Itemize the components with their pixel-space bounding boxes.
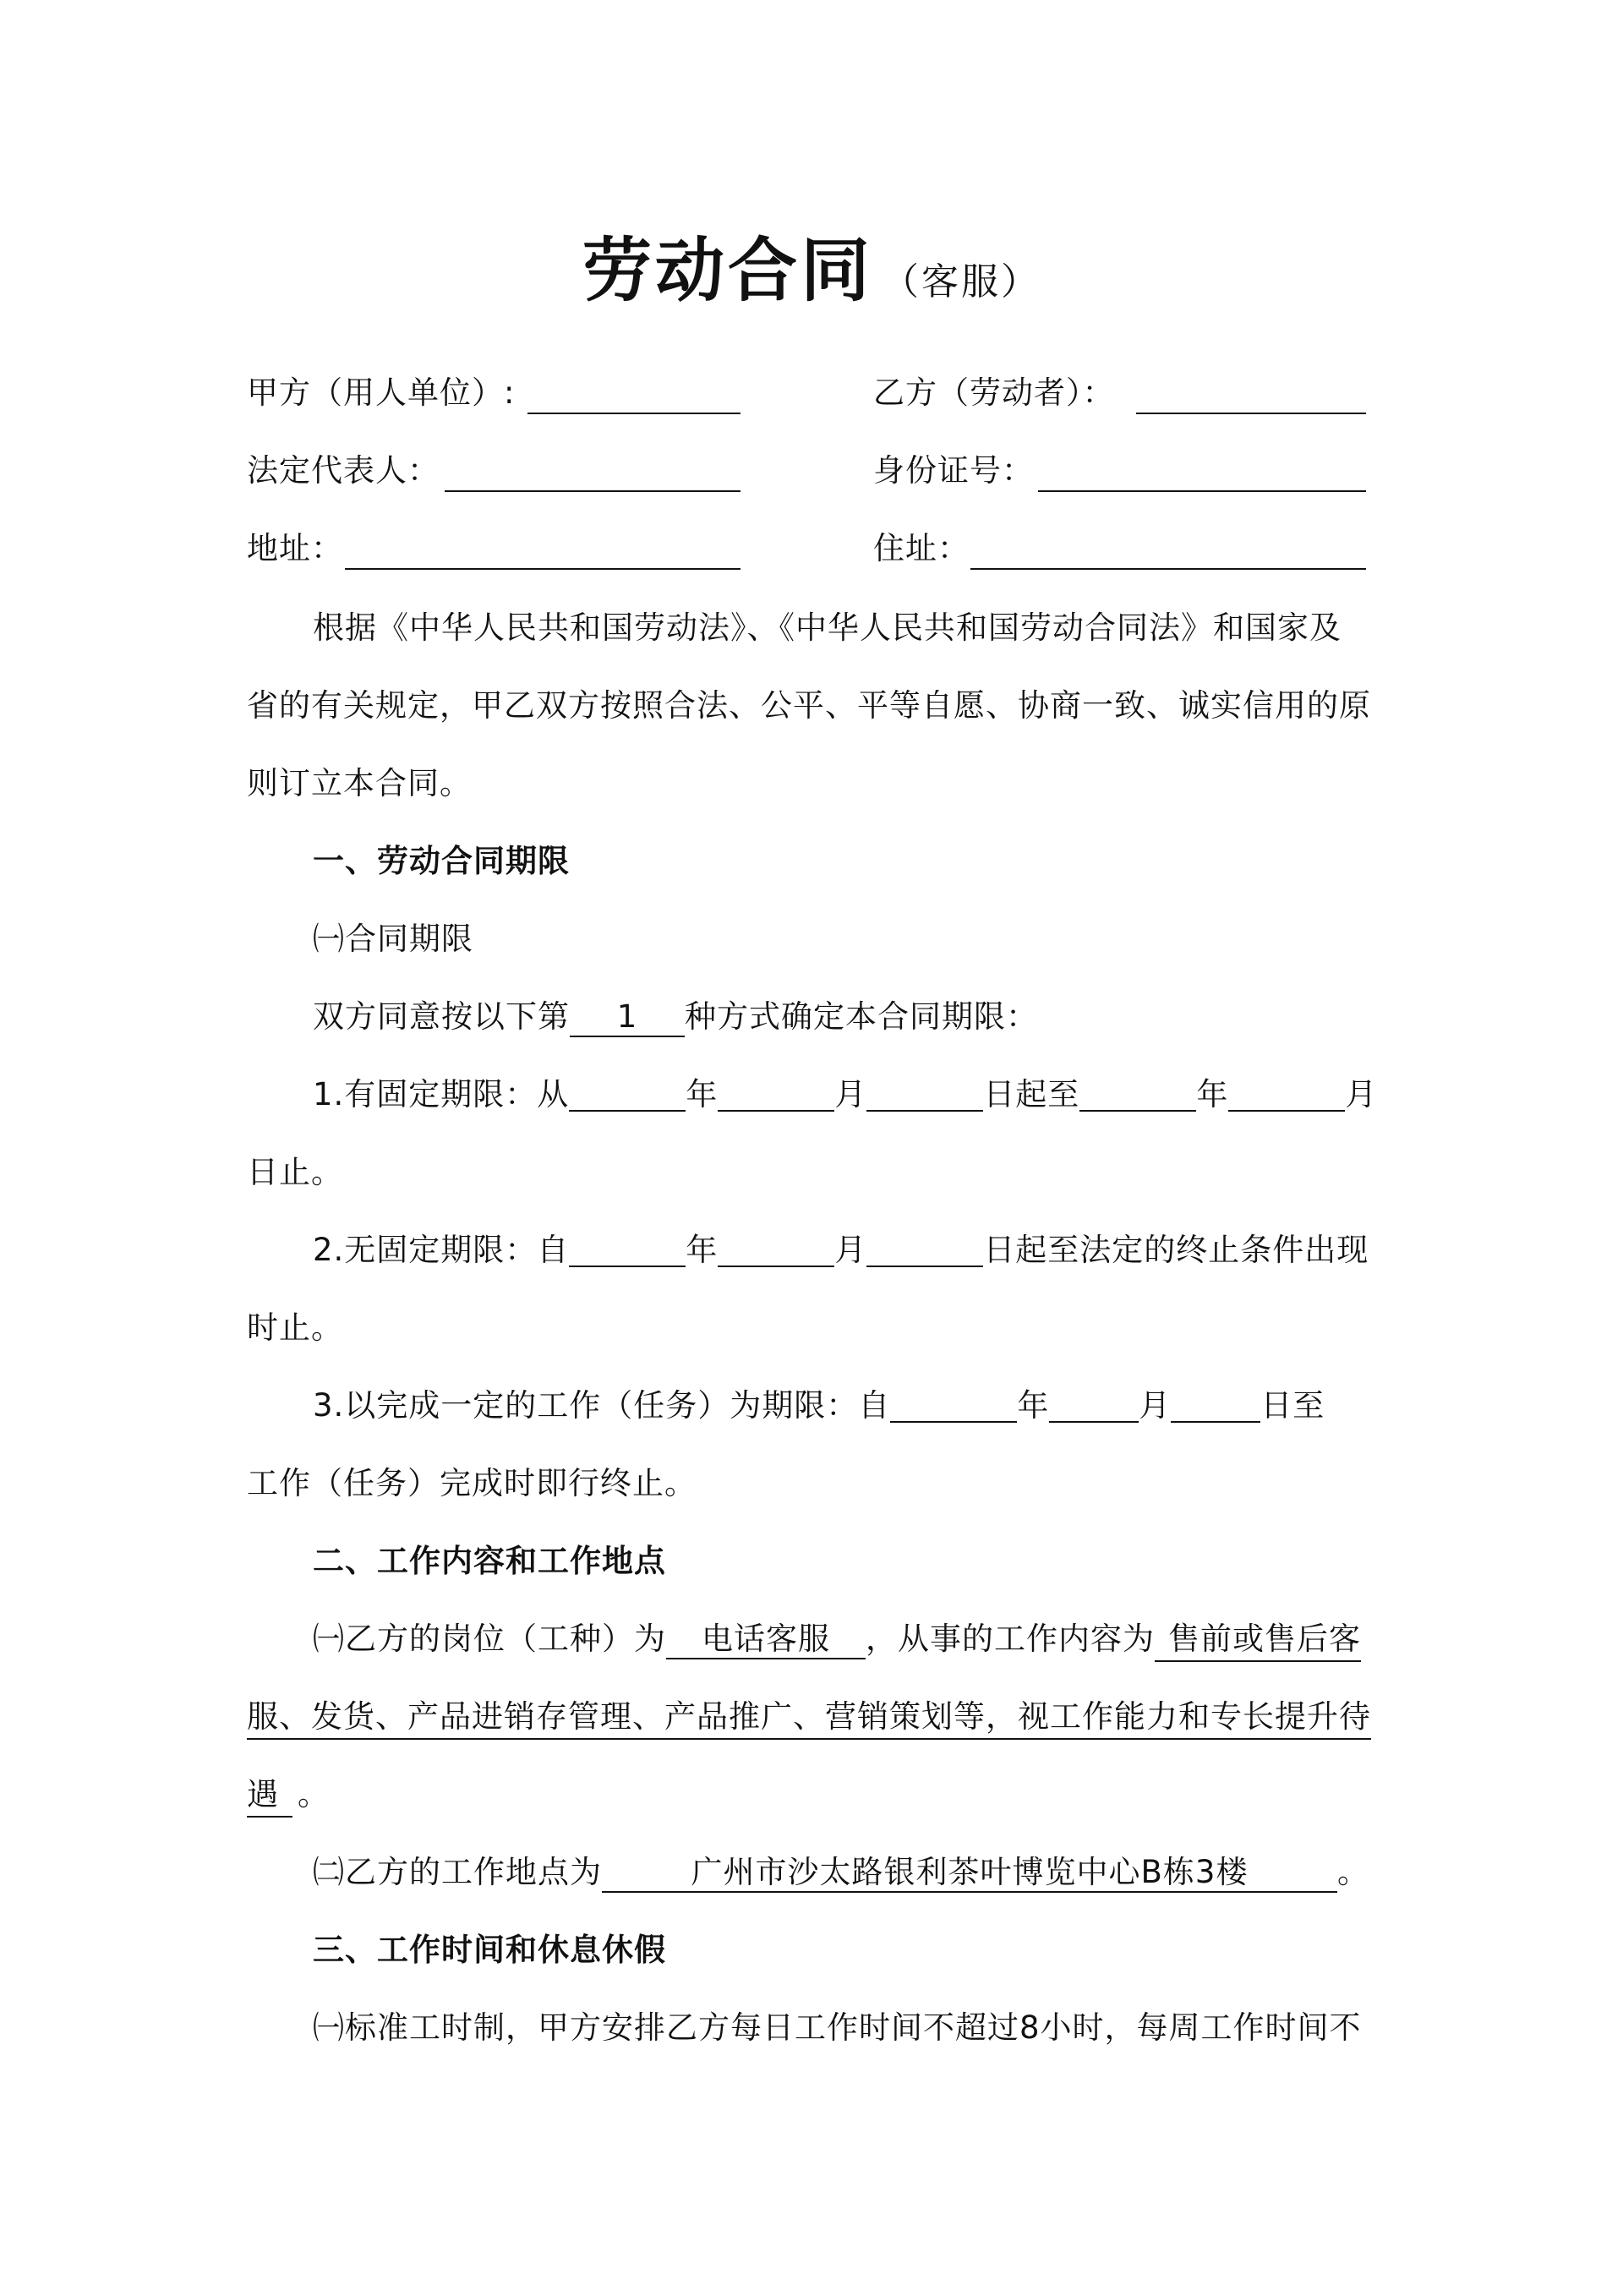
document-title [0, 216, 1623, 314]
preamble-line-1: 根据《中华人民共和国劳动法》、《中华人民共和国劳动合同法》和国家及 [313, 610, 1342, 646]
month-label: 月 [834, 1232, 867, 1268]
option-1-end-month-field[interactable] [1228, 1076, 1345, 1112]
work-content-line-2 [247, 1696, 1371, 1738]
standard-hours-line: ㈠标准工时制，甲方安排乙方每日工作时间不超过8小时，每周工作时间不 [313, 2009, 1362, 2046]
year-label: 年 [686, 1232, 719, 1268]
title-main: 劳动合同 [582, 231, 873, 311]
work-location-value[interactable]: 广州市沙太路银利茶叶博览中心B栋3楼 [602, 1854, 1337, 1893]
work-location-prefix: ㈡乙方的工作地点为 [313, 1854, 602, 1890]
option-1-end-year-field[interactable] [1079, 1076, 1196, 1112]
title-subtitle: （客服） [882, 260, 1041, 303]
preamble-line-2: 省的有关规定，甲乙双方按照合法、公平、平等自愿、协商一致、诚实信用的原 [247, 687, 1371, 724]
option-2-line [313, 1229, 1369, 1271]
position-value[interactable]: 电话客服 [666, 1621, 866, 1659]
work-content-part-2[interactable]: 服、发货、产品进销存管理、产品推广、营销策划等，视工作能力和专长提升待 [247, 1698, 1371, 1740]
option-1-prefix: 1.有固定期限：从 [313, 1076, 570, 1112]
party-a-label: 甲方（用人单位）: [247, 374, 516, 411]
term-method-value[interactable]: 1 [570, 998, 685, 1037]
work-content-part-3[interactable]: 遇 [247, 1776, 292, 1818]
option-1-line [313, 1074, 1377, 1116]
party-b-label: 乙方（劳动者）： [873, 374, 1115, 411]
option-1-start-day-field[interactable] [866, 1076, 983, 1112]
party-b-field[interactable] [1136, 413, 1366, 414]
work-content-end: 。 [298, 1776, 330, 1812]
term-method-prefix: 双方同意按以下第 [313, 998, 570, 1035]
preamble-line-3: 则订立本合同。 [247, 765, 472, 801]
day-label: 日至 [1260, 1387, 1325, 1424]
option-2-prefix: 2.无固定期限：自 [313, 1232, 570, 1268]
term-method-suffix: 种方式确定本合同期限： [685, 998, 1038, 1035]
month-label: 月 [834, 1076, 867, 1112]
month-label: 月 [1139, 1387, 1172, 1424]
position-line [313, 1618, 1361, 1660]
address-field[interactable] [345, 568, 740, 570]
work-content-line-3 [247, 1774, 330, 1816]
option-2-suffix: 日起至法定的终止条件出现 [983, 1232, 1369, 1268]
option-1-end: 日止。 [247, 1154, 343, 1190]
residence-label: 住址： [873, 530, 970, 566]
work-content-intro: ，从事的工作内容为 [866, 1621, 1155, 1657]
position-prefix: ㈠乙方的岗位（工种）为 [313, 1621, 666, 1657]
section-2-heading: 二、工作内容和工作地点 [313, 1543, 666, 1579]
party-a-field[interactable] [527, 413, 740, 414]
option-3-line [313, 1385, 1325, 1427]
term-method-line [313, 996, 1038, 1038]
option-2-end: 时止。 [247, 1309, 343, 1346]
work-content-part-1[interactable]: 售前或售后客 [1155, 1621, 1361, 1662]
option-1-start-month-field[interactable] [718, 1076, 834, 1112]
option-3-day-field[interactable] [1171, 1387, 1260, 1423]
id-number-field[interactable] [1038, 490, 1366, 492]
section-1-heading: 一、劳动合同期限 [313, 843, 570, 879]
id-number-label: 身份证号： [873, 452, 1034, 489]
option-1-start-year-field[interactable] [569, 1076, 686, 1112]
legal-rep-label: 法定代表人： [247, 452, 440, 489]
work-location-line [313, 1851, 1369, 1894]
option-3-prefix: 3.以完成一定的工作（任务）为期限：自 [313, 1387, 891, 1424]
option-3-month-field[interactable] [1049, 1387, 1139, 1423]
day-from-label: 日起至 [983, 1076, 1080, 1112]
legal-rep-field[interactable] [445, 490, 740, 492]
option-3-end: 工作（任务）完成时即行终止。 [247, 1465, 697, 1501]
option-2-day-field[interactable] [866, 1232, 983, 1267]
year-label: 年 [1196, 1076, 1229, 1112]
section-3-heading: 三、工作时间和休息休假 [313, 1932, 666, 1968]
option-2-year-field[interactable] [569, 1232, 686, 1267]
work-location-end: 。 [1337, 1854, 1369, 1890]
year-label: 年 [686, 1076, 719, 1112]
year-label: 年 [1017, 1387, 1050, 1424]
option-2-month-field[interactable] [718, 1232, 834, 1267]
residence-field[interactable] [970, 568, 1366, 570]
address-label: 地址： [247, 530, 343, 566]
month-label: 月 [1345, 1076, 1378, 1112]
option-3-year-field[interactable] [890, 1387, 1017, 1423]
section-1-subheading: ㈠合同期限 [313, 921, 473, 957]
